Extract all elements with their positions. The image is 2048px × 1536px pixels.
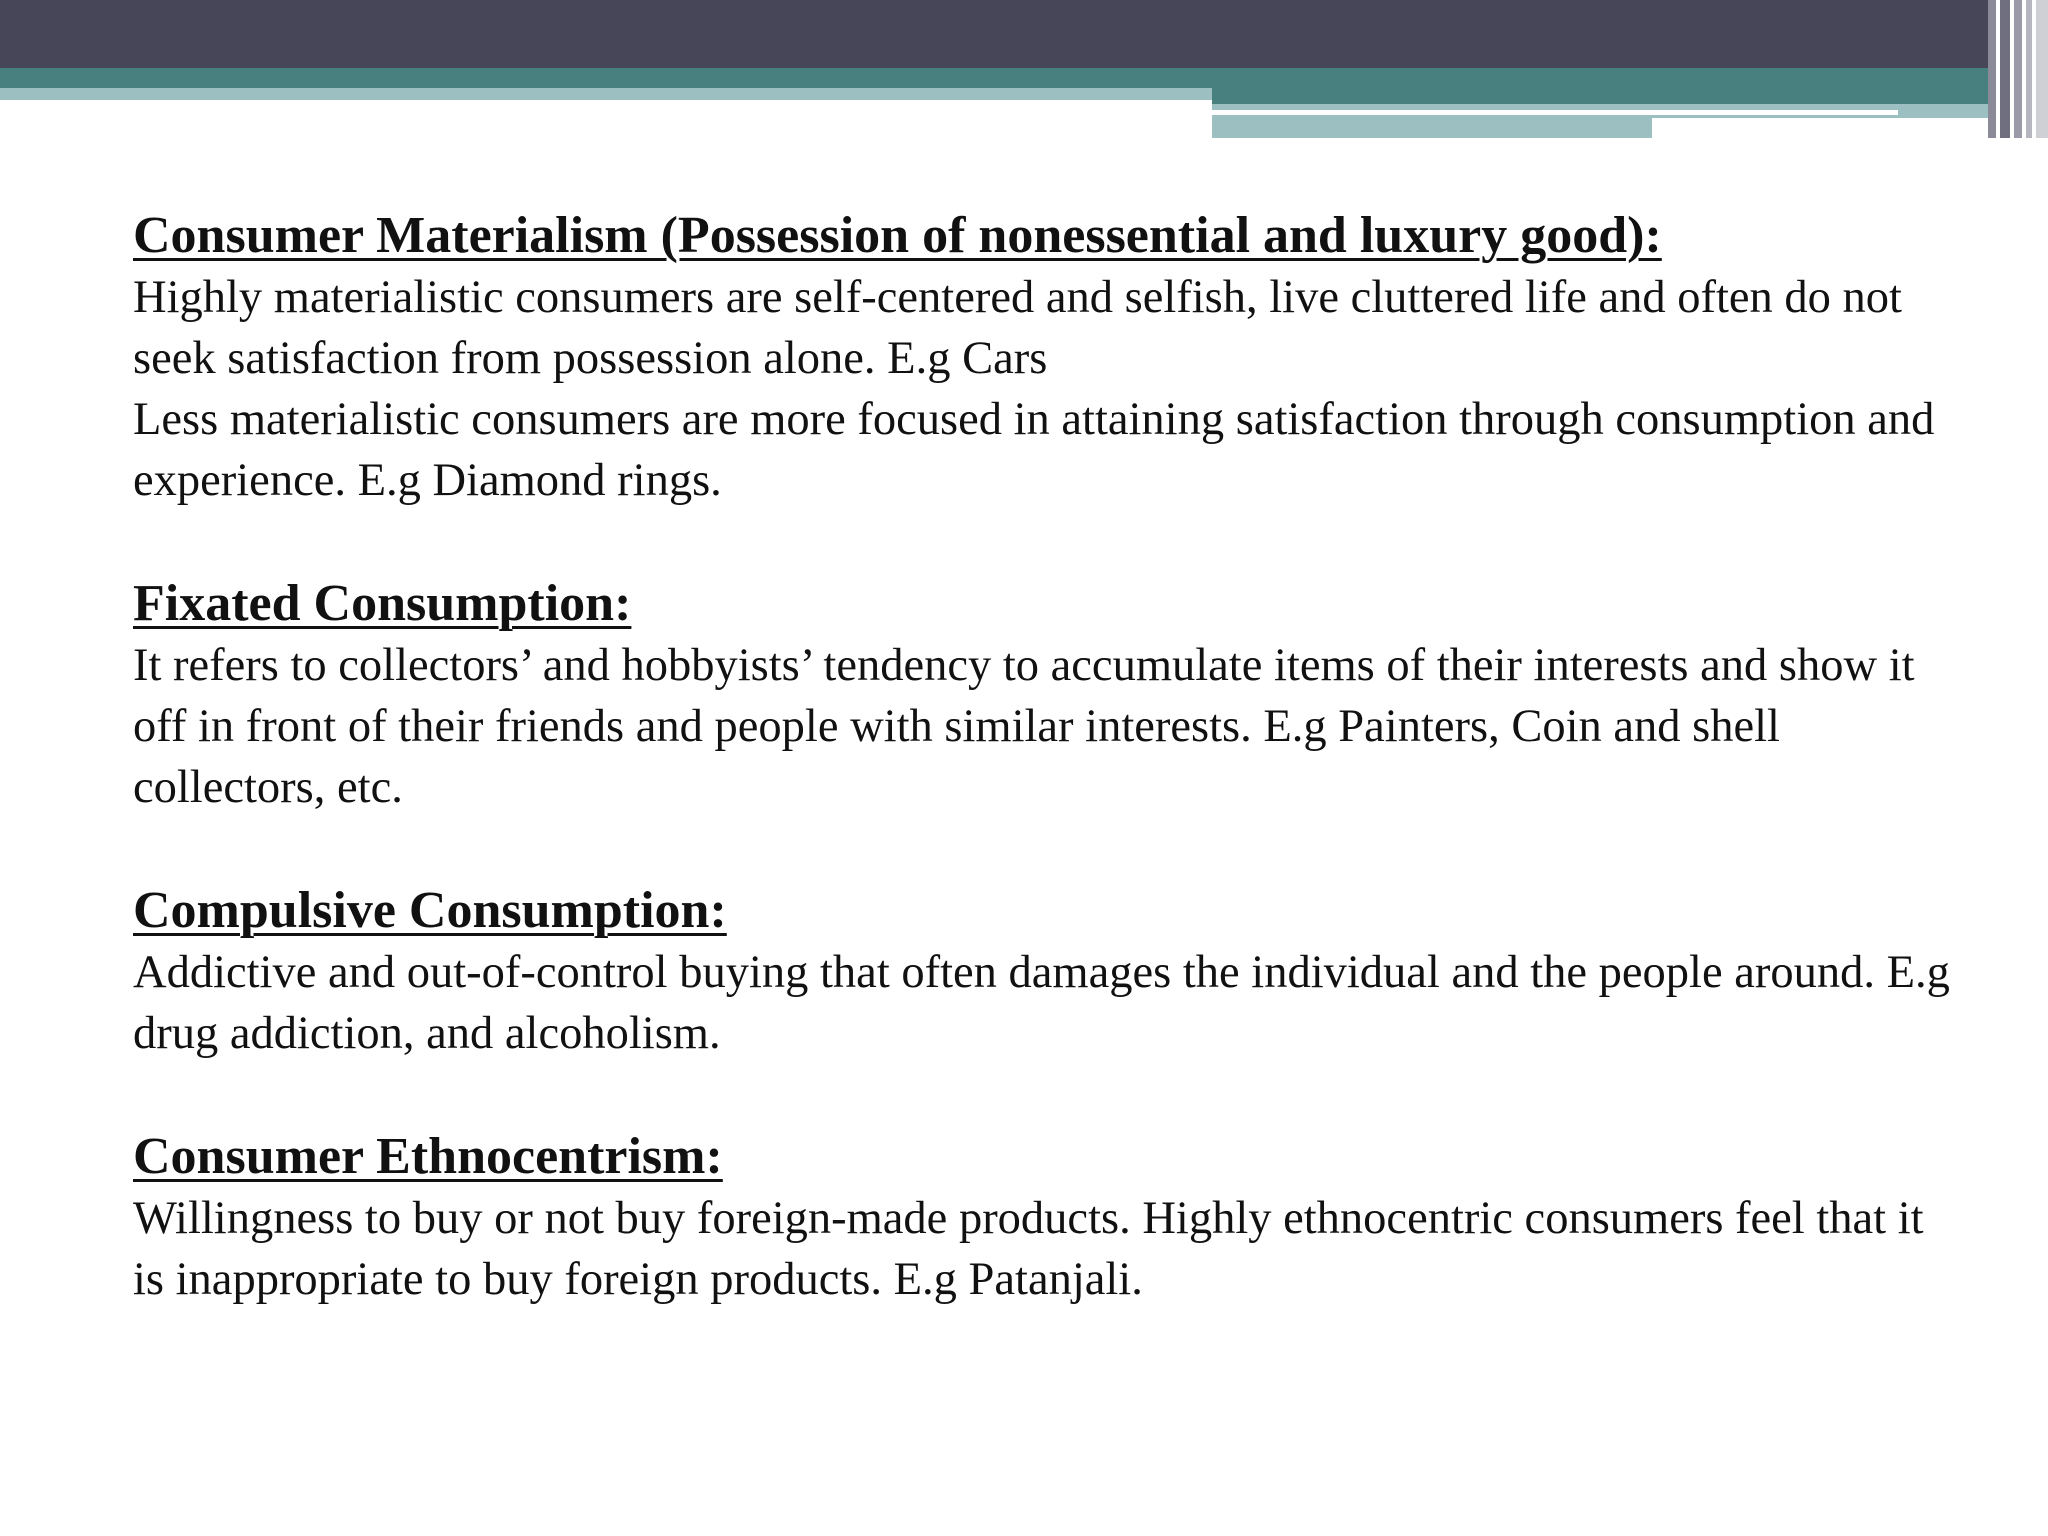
header-corner-stripes: [1988, 0, 2048, 138]
section-paragraph: Highly materialistic consumers are self-centered and selfish, live cluttered life and often do not seek satisfaction from possession alone. E.g Cars: [133, 272, 1902, 384]
section-fixated-consumption: [133, 573, 1963, 818]
section-consumer-materialism: [133, 205, 1963, 511]
header-band-teal: [0, 68, 2048, 88]
section-compulsive-consumption: [133, 880, 1963, 1064]
section-heading: Compulsive Consumption:: [133, 882, 727, 939]
header-band-right-light-lower: [1212, 118, 1652, 138]
slide-body: [133, 205, 1963, 1310]
section-paragraph: It refers to collectors’ and hobbyists’ tendency to accumulate items of their interests and show it off in front of their friends and people with similar interests. E.g Painters, Coin and shell collectors, etc.: [133, 640, 1915, 813]
section-consumer-ethnocentrism: [133, 1126, 1963, 1310]
section-heading: Consumer Ethnocentrism:: [133, 1128, 723, 1185]
section-paragraph: Addictive and out-of-control buying that often damages the individual and the people around. E.g drug addiction, and alcoholism.: [133, 947, 1950, 1059]
header-band-light: [0, 88, 1212, 100]
section-heading: Fixated Consumption:: [133, 575, 632, 632]
header-band-dark: [0, 0, 2048, 68]
section-heading: Consumer Materialism (Possession of nonessential and luxury good):: [133, 207, 1662, 264]
header-band-right-teal: [1212, 88, 2048, 104]
section-paragraph: Less materialistic consumers are more focused in attaining satisfaction through consumption and experience. E.g Diamond rings.: [133, 394, 1935, 506]
header-band-right-line: [1212, 110, 1898, 115]
section-paragraph: Willingness to buy or not buy foreign-made products. Highly ethnocentric consumers feel that it is inappropriate to buy foreign products. E.g Patanjali.: [133, 1193, 1924, 1305]
